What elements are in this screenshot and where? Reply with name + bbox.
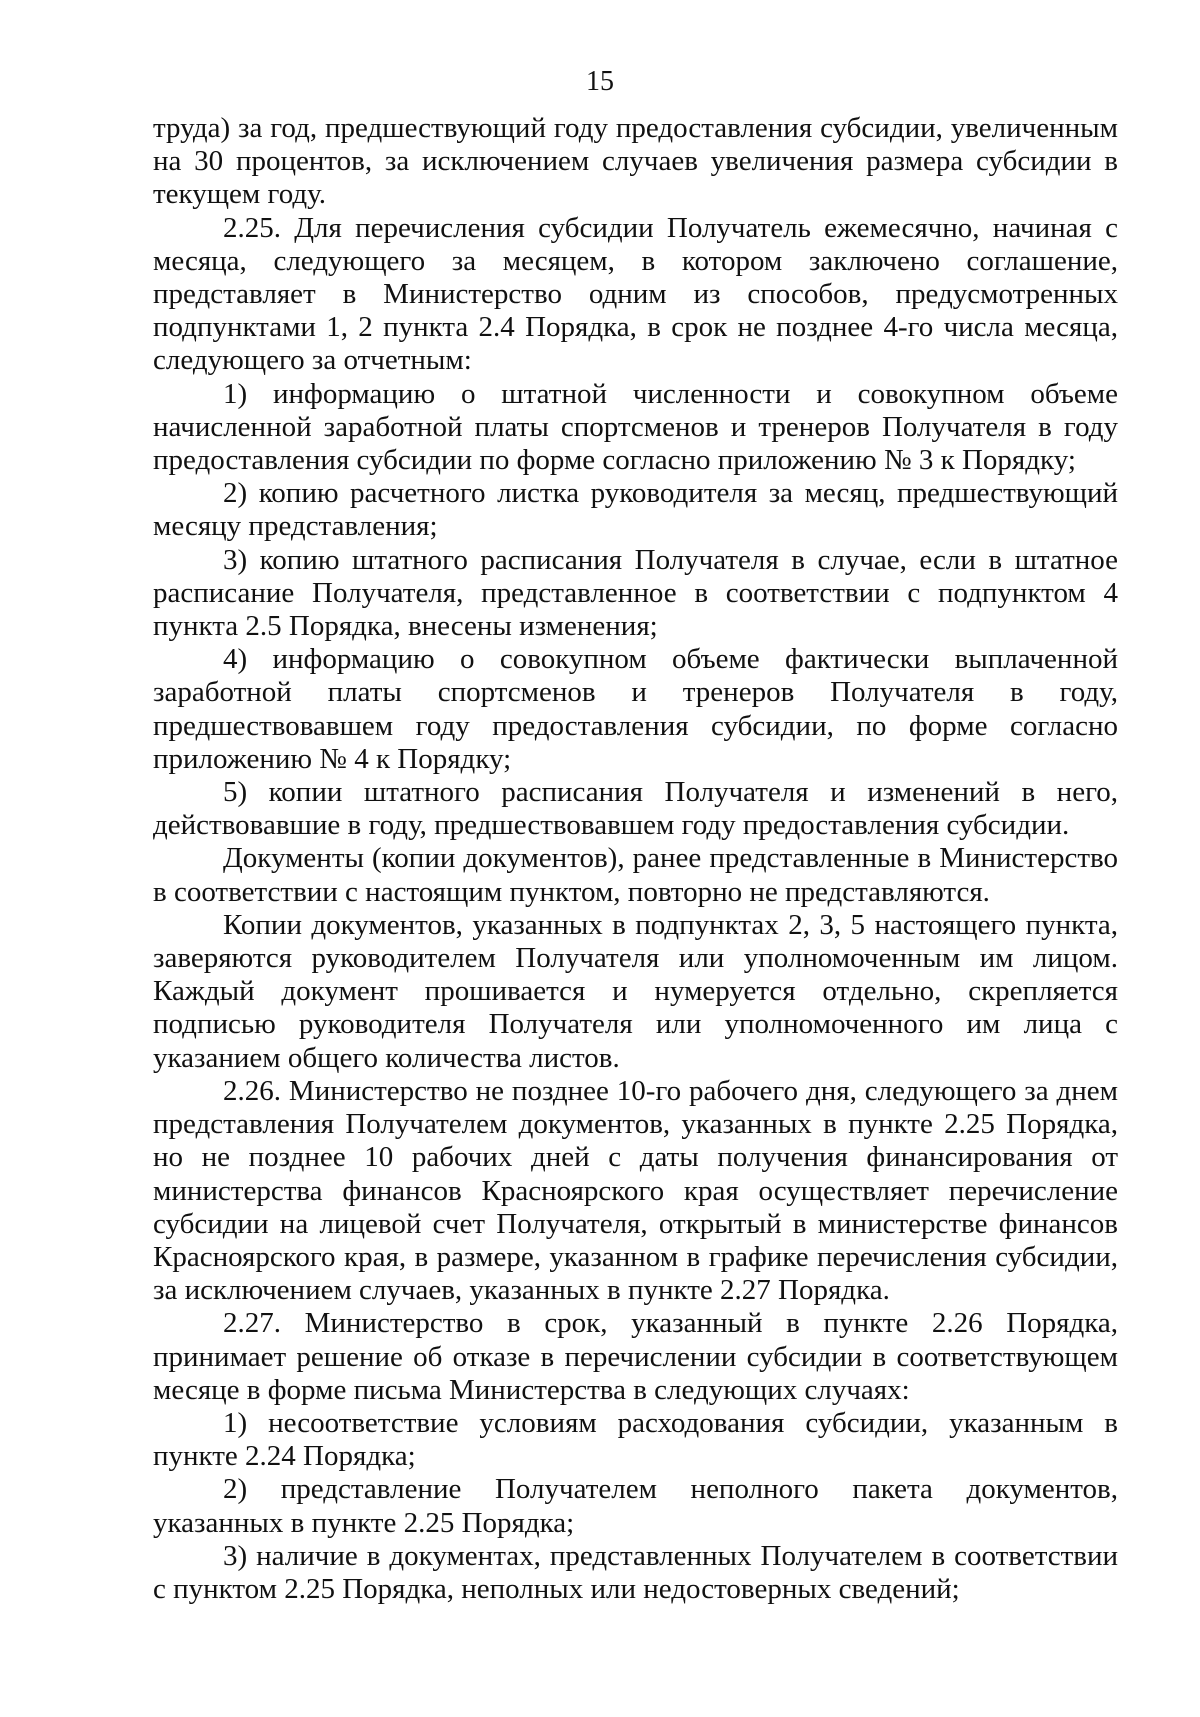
page-number: 15 [586,66,614,97]
paragraph: 4) информацию о совокупном объеме фактически выплаченной заработной платы спортсменов и тренеров Получателя в году, предшествовавшем году предоставления субсидии, по форме согласно приложению № 4 к Порядку; [153,643,1118,775]
paragraph: 2.26. Министерство не позднее 10-го рабочего дня, следующего за днем представления Получателем документов, указанных в пункте 2.25 Порядка, но не позднее 10 рабочих дней с даты получения финансирования от министерства финансов Красноярского края осуществляет перечисление субсидии на лицевой счет Получателя, открытый в министерстве финансов Красноярского края, в размере, указанном в графике перечисления субсидии, за исключением случаев, указанных в пункте 2.27 Порядка. [153,1074,1118,1307]
paragraph: 2.27. Министерство в срок, указанный в пункте 2.26 Порядка, принимает решение об отказе в перечислении субсидии в соответствующем месяце в форме письма Министерства в следующих случаях: [153,1307,1118,1406]
paragraph: 3) наличие в документах, представленных Получателем в соответствии с пунктом 2.25 Порядка, неполных или недостоверных сведений; [153,1539,1118,1605]
paragraph: Копии документов, указанных в подпунктах 2, 3, 5 настоящего пункта, заверяются руководителем Получателя или уполномоченным им лицом. Каждый документ прошивается и нумеруется отдельно, скрепляется подписью руководителя Получателя или уполномоченного им лица с указанием общего количества листов. [153,908,1118,1074]
paragraph: 3) копию штатного расписания Получателя в случае, если в штатное расписание Получателя, представленное в соответствии с подпунктом 4 пункта 2.5 Порядка, внесены изменения; [153,543,1118,643]
paragraph: труда) за год, предшествующий году предоставления субсидии, увеличенным на 30 процентов, за исключением случаев увеличения размера субсидии в текущем году. [153,112,1118,211]
document-body [153,112,1118,1606]
paragraph: 5) копии штатного расписания Получателя и изменений в него, действовавшие в году, предшествовавшем году предоставления субсидии. [153,776,1118,842]
paragraph: 2) копию расчетного листка руководителя за месяц, предшествующий месяцу представления; [153,477,1118,543]
paragraph: 1) несоответствие условиям расходования субсидии, указанным в пункте 2.24 Порядка; [153,1406,1118,1473]
paragraph: 2.25. Для перечисления субсидии Получатель ежемесячно, начиная с месяца, следующего за месяцем, в котором заключено соглашение, представляет в Министерство одним из способов, предусмотренных подпунктами 1, 2 пункта 2.4 Порядка, в срок не позднее 4-го числа месяца, следующего за отчетным: [153,211,1118,377]
paragraph: 1) информацию о штатной численности и совокупном объеме начисленной заработной платы спортсменов и тренеров Получателя в году предоставления субсидии по форме согласно приложению № 3 к Порядку; [153,377,1118,477]
paragraph: Документы (копии документов), ранее представленные в Министерство в соответствии с настоящим пунктом, повторно не представляются. [153,842,1118,908]
paragraph: 2) представление Получателем неполного пакета документов, указанных в пункте 2.25 Порядка; [153,1473,1118,1539]
